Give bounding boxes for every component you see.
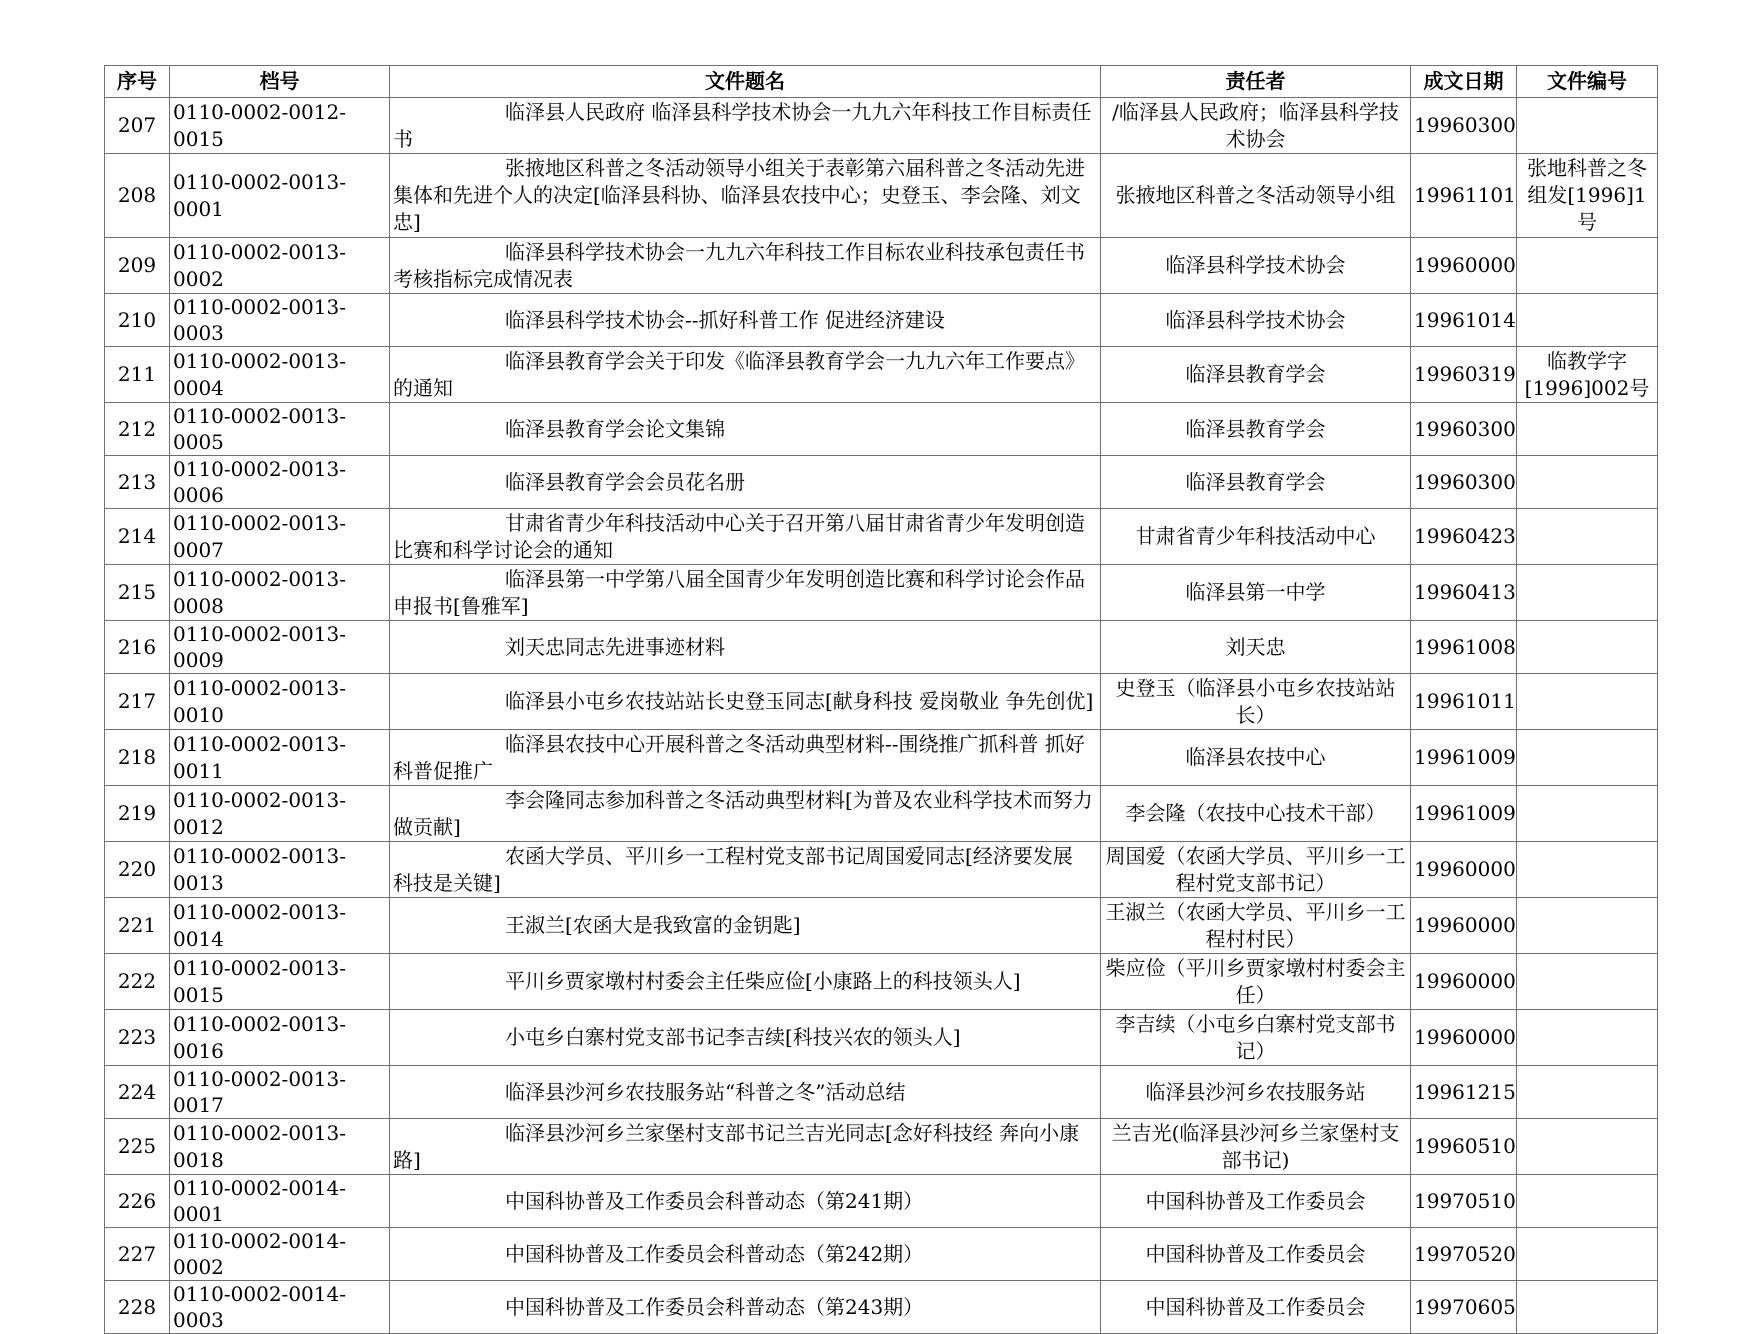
- cell-archive-number: 0110-0002-0013-0002: [170, 238, 390, 294]
- cell-archive-number: 0110-0002-0013-0015: [170, 954, 390, 1010]
- cell-doc-number: [1517, 1228, 1658, 1281]
- cell-responsible: 中国科协普及工作委员会: [1101, 1281, 1411, 1334]
- cell-doc-number: [1517, 1119, 1658, 1175]
- cell-doc-number: [1517, 403, 1658, 456]
- cell-title: 临泽县教育学会会员花名册: [390, 456, 1101, 509]
- cell-responsible: 中国科协普及工作委员会: [1101, 1228, 1411, 1281]
- cell-date: 19960000: [1411, 842, 1517, 898]
- cell-title: 农函大学员、平川乡一工程村党支部书记周国爱同志[经济要发展 科技是关键]: [390, 842, 1101, 898]
- table-row: [105, 1010, 1658, 1066]
- cell-date: 19970605: [1411, 1281, 1517, 1334]
- table-row: [105, 98, 1658, 154]
- header-seq: 序号: [105, 66, 170, 98]
- header-row: [105, 66, 1658, 98]
- cell-seq: 227: [105, 1228, 170, 1281]
- cell-seq: 226: [105, 1175, 170, 1228]
- cell-title: 临泽县沙河乡农技服务站“科普之冬”活动总结: [390, 1066, 1101, 1119]
- cell-title: 临泽县人民政府 临泽县科学技术协会一九九六年科技工作目标责任书: [390, 98, 1101, 154]
- cell-seq: 224: [105, 1066, 170, 1119]
- cell-doc-number: [1517, 456, 1658, 509]
- cell-archive-number: 0110-0002-0013-0006: [170, 456, 390, 509]
- table-row: [105, 621, 1658, 674]
- cell-date: 19960319: [1411, 347, 1517, 403]
- cell-archive-number: 0110-0002-0014-0003: [170, 1281, 390, 1334]
- cell-responsible: 王淑兰（农函大学员、平川乡一工程村村民）: [1101, 898, 1411, 954]
- table-row: [105, 898, 1658, 954]
- cell-responsible: 甘肃省青少年科技活动中心: [1101, 509, 1411, 565]
- cell-archive-number: 0110-0002-0013-0004: [170, 347, 390, 403]
- cell-date: 19960000: [1411, 954, 1517, 1010]
- cell-date: 19960000: [1411, 898, 1517, 954]
- cell-doc-number: [1517, 294, 1658, 347]
- cell-seq: 216: [105, 621, 170, 674]
- cell-seq: 214: [105, 509, 170, 565]
- cell-date: 19960413: [1411, 565, 1517, 621]
- cell-seq: 219: [105, 786, 170, 842]
- cell-title: 平川乡贾家墩村村委会主任柴应俭[小康路上的科技领头人]: [390, 954, 1101, 1010]
- cell-doc-number: [1517, 1066, 1658, 1119]
- cell-title: 中国科协普及工作委员会科普动态（第242期）: [390, 1228, 1101, 1281]
- cell-doc-number: [1517, 238, 1658, 294]
- cell-seq: 218: [105, 730, 170, 786]
- header-responsible: 责任者: [1101, 66, 1411, 98]
- cell-archive-number: 0110-0002-0013-0009: [170, 621, 390, 674]
- header-doc-number: 文件编号: [1517, 66, 1658, 98]
- cell-responsible: 刘天忠: [1101, 621, 1411, 674]
- cell-responsible: 柴应俭（平川乡贾家墩村村委会主任）: [1101, 954, 1411, 1010]
- table-row: [105, 1119, 1658, 1175]
- cell-responsible: 兰吉光(临泽县沙河乡兰家堡村支部书记): [1101, 1119, 1411, 1175]
- cell-date: 19960300: [1411, 98, 1517, 154]
- cell-doc-number: [1517, 674, 1658, 730]
- cell-doc-number: [1517, 509, 1658, 565]
- cell-seq: 223: [105, 1010, 170, 1066]
- cell-title: 小屯乡白寨村党支部书记李吉续[科技兴农的领头人]: [390, 1010, 1101, 1066]
- cell-seq: 220: [105, 842, 170, 898]
- cell-title: 临泽县农技中心开展科普之冬活动典型材料--围绕推广抓科普 抓好科普促推广: [390, 730, 1101, 786]
- cell-responsible: 临泽县第一中学: [1101, 565, 1411, 621]
- cell-doc-number: 张地科普之冬组发[1996]1号: [1517, 154, 1658, 238]
- cell-title: 中国科协普及工作委员会科普动态（第241期）: [390, 1175, 1101, 1228]
- cell-archive-number: 0110-0002-0013-0008: [170, 565, 390, 621]
- table-row: [105, 1228, 1658, 1281]
- cell-archive-number: 0110-0002-0013-0016: [170, 1010, 390, 1066]
- cell-seq: 215: [105, 565, 170, 621]
- cell-seq: 207: [105, 98, 170, 154]
- cell-doc-number: [1517, 898, 1658, 954]
- cell-date: 19960300: [1411, 456, 1517, 509]
- cell-title: 临泽县教育学会关于印发《临泽县教育学会一九九六年工作要点》的通知: [390, 347, 1101, 403]
- cell-seq: 222: [105, 954, 170, 1010]
- table-row: [105, 456, 1658, 509]
- cell-doc-number: [1517, 1281, 1658, 1334]
- cell-title: 李会隆同志参加科普之冬活动典型材料[为普及农业科学技术而努力做贡献]: [390, 786, 1101, 842]
- table-row: [105, 347, 1658, 403]
- cell-archive-number: 0110-0002-0013-0013: [170, 842, 390, 898]
- cell-archive-number: 0110-0002-0013-0010: [170, 674, 390, 730]
- cell-title: 刘天忠同志先进事迹材料: [390, 621, 1101, 674]
- table-row: [105, 842, 1658, 898]
- cell-title: 临泽县科学技术协会一九九六年科技工作目标农业科技承包责任书考核指标完成情况表: [390, 238, 1101, 294]
- header-date: 成文日期: [1411, 66, 1517, 98]
- cell-responsible: 临泽县教育学会: [1101, 456, 1411, 509]
- table-row: [105, 730, 1658, 786]
- cell-seq: 213: [105, 456, 170, 509]
- cell-date: 19961009: [1411, 730, 1517, 786]
- cell-responsible: 张掖地区科普之冬活动领导小组: [1101, 154, 1411, 238]
- cell-archive-number: 0110-0002-0014-0002: [170, 1228, 390, 1281]
- cell-responsible: /临泽县人民政府；临泽县科学技术协会: [1101, 98, 1411, 154]
- cell-archive-number: 0110-0002-0013-0003: [170, 294, 390, 347]
- cell-archive-number: 0110-0002-0012-0015: [170, 98, 390, 154]
- table-row: [105, 674, 1658, 730]
- table-row: [105, 1281, 1658, 1334]
- archive-catalog-table: [104, 65, 1658, 1334]
- header-archive-number: 档号: [170, 66, 390, 98]
- cell-date: 19960510: [1411, 1119, 1517, 1175]
- cell-seq: 225: [105, 1119, 170, 1175]
- table-body: [105, 98, 1658, 1334]
- cell-archive-number: 0110-0002-0013-0014: [170, 898, 390, 954]
- table-header: [105, 66, 1658, 98]
- cell-seq: 212: [105, 403, 170, 456]
- cell-archive-number: 0110-0002-0013-0011: [170, 730, 390, 786]
- cell-archive-number: 0110-0002-0014-0001: [170, 1175, 390, 1228]
- cell-archive-number: 0110-0002-0013-0005: [170, 403, 390, 456]
- cell-date: 19960000: [1411, 238, 1517, 294]
- cell-title: 临泽县科学技术协会--抓好科普工作 促进经济建设: [390, 294, 1101, 347]
- cell-doc-number: [1517, 730, 1658, 786]
- cell-title: 张掖地区科普之冬活动领导小组关于表彰第六届科普之冬活动先进集体和先进个人的决定[临泽县科协、临泽县农技中心；史登玉、李会隆、刘文忠]: [390, 154, 1101, 238]
- cell-date: 19970520: [1411, 1228, 1517, 1281]
- table-row: [105, 954, 1658, 1010]
- cell-title: 王淑兰[农函大是我致富的金钥匙]: [390, 898, 1101, 954]
- cell-doc-number: [1517, 98, 1658, 154]
- cell-seq: 221: [105, 898, 170, 954]
- cell-title: 中国科协普及工作委员会科普动态（第243期）: [390, 1281, 1101, 1334]
- table-row: [105, 403, 1658, 456]
- cell-responsible: 李会隆（农技中心技术干部）: [1101, 786, 1411, 842]
- table-row: [105, 238, 1658, 294]
- cell-title: 临泽县小屯乡农技站站长史登玉同志[献身科技 爱岗敬业 争先创优]: [390, 674, 1101, 730]
- cell-title: 临泽县教育学会论文集锦: [390, 403, 1101, 456]
- cell-archive-number: 0110-0002-0013-0007: [170, 509, 390, 565]
- cell-seq: 211: [105, 347, 170, 403]
- cell-date: 19961011: [1411, 674, 1517, 730]
- cell-date: 19960300: [1411, 403, 1517, 456]
- cell-date: 19961014: [1411, 294, 1517, 347]
- cell-archive-number: 0110-0002-0013-0017: [170, 1066, 390, 1119]
- cell-responsible: 临泽县沙河乡农技服务站: [1101, 1066, 1411, 1119]
- cell-doc-number: [1517, 954, 1658, 1010]
- cell-date: 19961008: [1411, 621, 1517, 674]
- cell-doc-number: [1517, 621, 1658, 674]
- cell-doc-number: [1517, 786, 1658, 842]
- table-row: [105, 154, 1658, 238]
- table-row: [105, 565, 1658, 621]
- table-row: [105, 1066, 1658, 1119]
- cell-date: 19960423: [1411, 509, 1517, 565]
- cell-doc-number: [1517, 842, 1658, 898]
- cell-doc-number: 临教学字[1996]002号: [1517, 347, 1658, 403]
- cell-responsible: 周国爱（农函大学员、平川乡一工程村党支部书记）: [1101, 842, 1411, 898]
- cell-seq: 208: [105, 154, 170, 238]
- cell-seq: 210: [105, 294, 170, 347]
- cell-archive-number: 0110-0002-0013-0012: [170, 786, 390, 842]
- cell-responsible: 史登玉（临泽县小屯乡农技站站长）: [1101, 674, 1411, 730]
- table-row: [105, 509, 1658, 565]
- table-row: [105, 1175, 1658, 1228]
- cell-archive-number: 0110-0002-0013-0018: [170, 1119, 390, 1175]
- cell-responsible: 临泽县农技中心: [1101, 730, 1411, 786]
- cell-date: 19970510: [1411, 1175, 1517, 1228]
- cell-date: 19961009: [1411, 786, 1517, 842]
- cell-doc-number: [1517, 565, 1658, 621]
- cell-seq: 217: [105, 674, 170, 730]
- cell-responsible: 临泽县教育学会: [1101, 403, 1411, 456]
- cell-responsible: 李吉续（小屯乡白寨村党支部书记）: [1101, 1010, 1411, 1066]
- cell-title: 甘肃省青少年科技活动中心关于召开第八届甘肃省青少年发明创造比赛和科学讨论会的通知: [390, 509, 1101, 565]
- cell-title: 临泽县沙河乡兰家堡村支部书记兰吉光同志[念好科技经 奔向小康路]: [390, 1119, 1101, 1175]
- cell-responsible: 临泽县科学技术协会: [1101, 238, 1411, 294]
- cell-responsible: 中国科协普及工作委员会: [1101, 1175, 1411, 1228]
- header-file-title: 文件题名: [390, 66, 1101, 98]
- cell-date: 19961215: [1411, 1066, 1517, 1119]
- cell-title: 临泽县第一中学第八届全国青少年发明创造比赛和科学讨论会作品申报书[鲁雅军]: [390, 565, 1101, 621]
- cell-responsible: 临泽县科学技术协会: [1101, 294, 1411, 347]
- cell-seq: 209: [105, 238, 170, 294]
- cell-responsible: 临泽县教育学会: [1101, 347, 1411, 403]
- cell-doc-number: [1517, 1010, 1658, 1066]
- cell-date: 19961101: [1411, 154, 1517, 238]
- cell-seq: 228: [105, 1281, 170, 1334]
- cell-doc-number: [1517, 1175, 1658, 1228]
- cell-archive-number: 0110-0002-0013-0001: [170, 154, 390, 238]
- table-row: [105, 294, 1658, 347]
- table-row: [105, 786, 1658, 842]
- cell-date: 19960000: [1411, 1010, 1517, 1066]
